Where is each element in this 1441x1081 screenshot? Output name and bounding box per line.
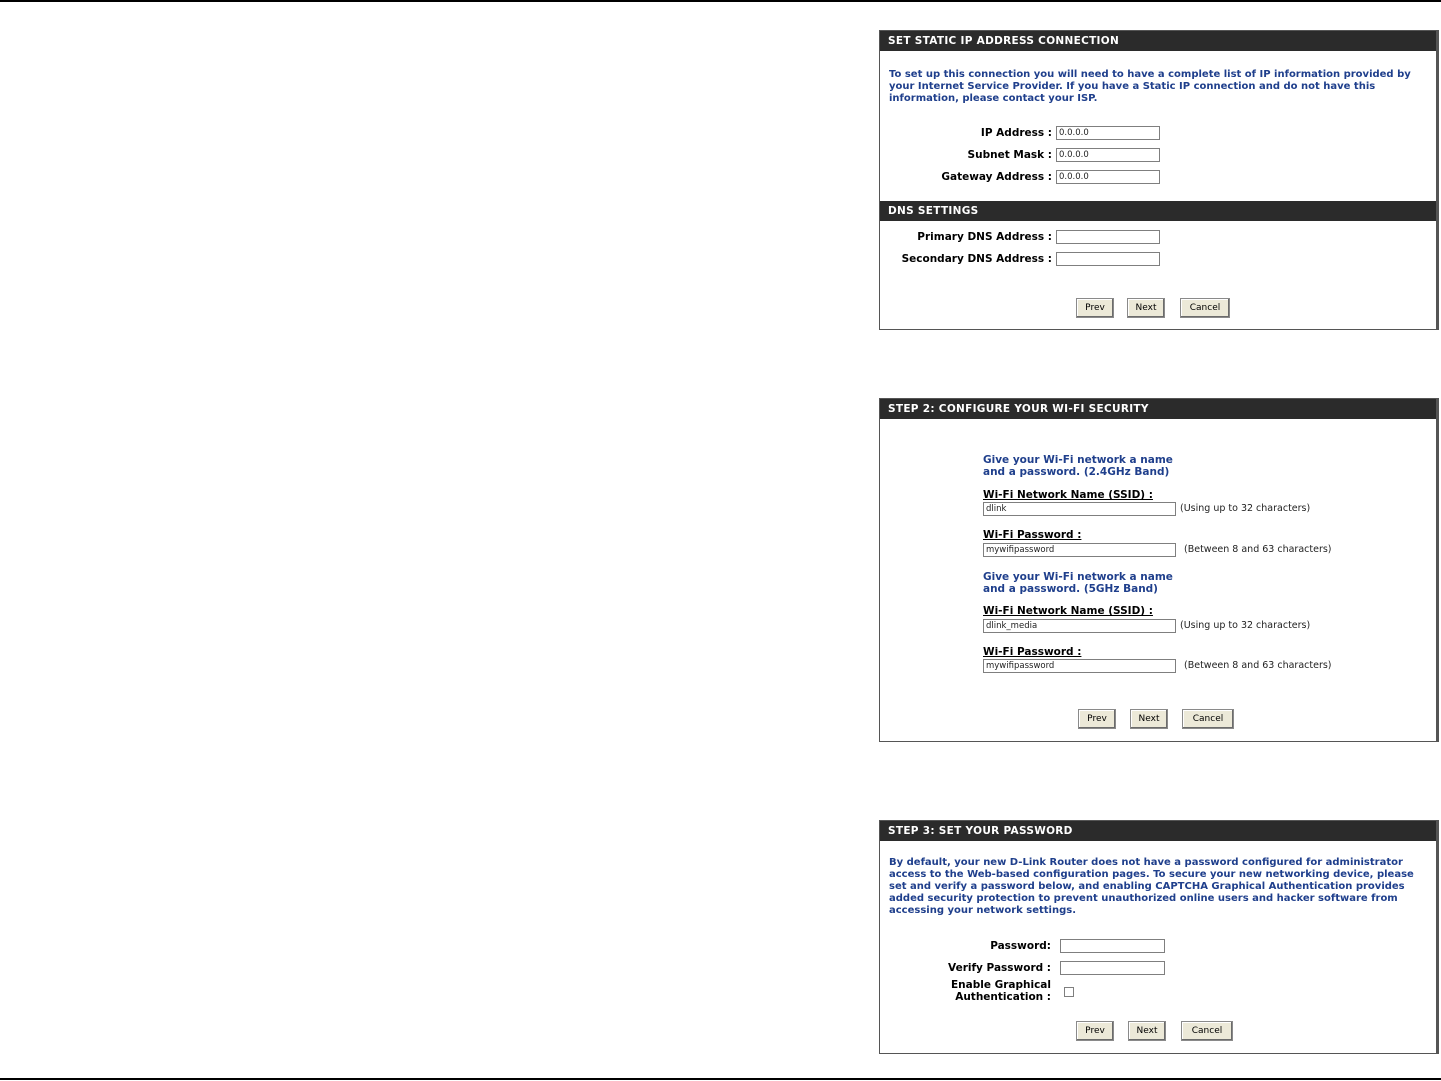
captcha-label-line2: Authentication : xyxy=(955,991,1051,1003)
next-button[interactable]: Next xyxy=(1127,298,1165,318)
secondary-dns-input[interactable] xyxy=(1056,252,1160,266)
ssid-24-hint: (Using up to 32 characters) xyxy=(1180,503,1311,514)
prev-button[interactable]: Prev xyxy=(1076,1021,1114,1041)
ssid-5-input[interactable] xyxy=(983,619,1176,633)
verify-password-input[interactable] xyxy=(1060,961,1165,975)
cancel-button[interactable]: Cancel xyxy=(1181,1021,1233,1041)
ssid-5-hint: (Using up to 32 characters) xyxy=(1180,620,1311,631)
ip-address-label: IP Address : xyxy=(980,127,1052,139)
next-button[interactable]: Next xyxy=(1128,1021,1166,1041)
password-24-label: Wi-Fi Password : xyxy=(983,529,1082,541)
admin-password-panel xyxy=(879,820,1439,1054)
cancel-button[interactable]: Cancel xyxy=(1180,298,1230,318)
ssid-24-label: Wi-Fi Network Name (SSID) : xyxy=(983,489,1153,501)
subnet-mask-input[interactable] xyxy=(1056,148,1160,162)
subnet-mask-label: Subnet Mask : xyxy=(967,149,1052,161)
ip-address-input[interactable] xyxy=(1056,126,1160,140)
wifi-security-panel xyxy=(879,398,1439,742)
static-ip-panel xyxy=(879,30,1439,330)
ssid-24-input[interactable] xyxy=(983,502,1176,516)
wifi-security-title: STEP 2: CONFIGURE YOUR WI-FI SECURITY xyxy=(880,399,1436,419)
primary-dns-label: Primary DNS Address : xyxy=(917,231,1052,243)
admin-password-title: STEP 3: SET YOUR PASSWORD xyxy=(880,821,1436,841)
verify-password-label: Verify Password : xyxy=(948,962,1051,974)
captcha-checkbox[interactable] xyxy=(1064,987,1074,997)
top-rule xyxy=(0,0,1441,2)
primary-dns-input[interactable] xyxy=(1056,230,1160,244)
bottom-rule xyxy=(0,1078,1441,1080)
password-5-input[interactable] xyxy=(983,659,1176,673)
password-24-hint: (Between 8 and 63 characters) xyxy=(1184,544,1332,555)
password-label: Password: xyxy=(990,940,1051,952)
cancel-button[interactable]: Cancel xyxy=(1182,709,1234,729)
ssid-5-label: Wi-Fi Network Name (SSID) : xyxy=(983,605,1153,617)
next-button[interactable]: Next xyxy=(1130,709,1168,729)
password-input[interactable] xyxy=(1060,939,1165,953)
dns-settings-title: DNS SETTINGS xyxy=(880,201,1436,221)
password-5-hint: (Between 8 and 63 characters) xyxy=(1184,660,1332,671)
password-5-label: Wi-Fi Password : xyxy=(983,646,1082,658)
password-24-input[interactable] xyxy=(983,543,1176,557)
secondary-dns-label: Secondary DNS Address : xyxy=(901,253,1052,265)
prev-button[interactable]: Prev xyxy=(1076,298,1114,318)
prev-button[interactable]: Prev xyxy=(1078,709,1116,729)
static-ip-title: SET STATIC IP ADDRESS CONNECTION xyxy=(880,31,1436,51)
gateway-address-label: Gateway Address : xyxy=(941,171,1052,183)
static-ip-description: To set up this connection you will need to have a complete list of IP information provided by your Internet Service Provider. If you have a Static IP connection and do not have this information, please contact your ISP. xyxy=(889,69,1411,104)
admin-password-description: By default, your new D-Link Router does not have a password configured for administrator access to the Web-based configuration pages. To secure your new networking device, please set and verify a password below, and enabling CAPTCHA Graphical Authentication provides added security protection to prevent unauthorized online users and hacker software from accessing your network settings. xyxy=(889,857,1414,916)
gateway-address-input[interactable] xyxy=(1056,170,1160,184)
captcha-label-line1: Enable Graphical xyxy=(950,979,1051,991)
band-24-text: Give your Wi-Fi network a name and a password. (2.4GHz Band) xyxy=(983,454,1173,478)
band-5-text: Give your Wi-Fi network a name and a password. (5GHz Band) xyxy=(983,571,1173,595)
